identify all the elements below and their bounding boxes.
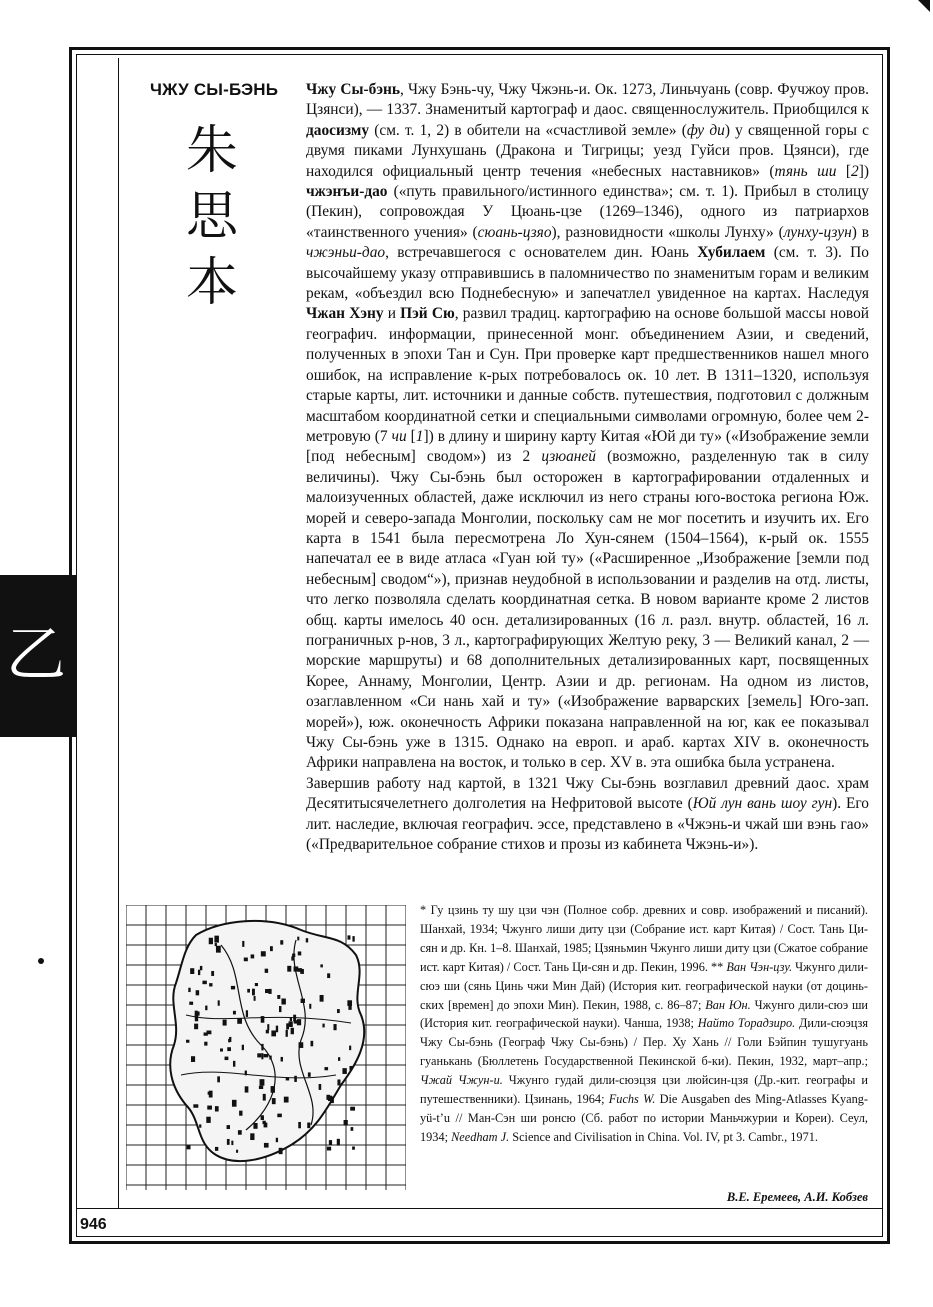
map-place-mark [204,1032,208,1035]
map-place-mark [290,1018,292,1022]
map-place-mark [271,1030,276,1036]
map-place-mark [260,1079,265,1085]
map-place-mark [276,1138,278,1142]
map-place-mark [320,995,324,1002]
map-place-mark [199,1124,201,1127]
text-run: («путь правильного/истинного единства»; см. т. 1). Прибыл в столицу (Пекин), сопровождая У Цюань-цзе (1269–1346), одного из патриархов «таинственного учения» ( [306,183,869,241]
map-place-mark [195,1011,198,1018]
map-place-mark [311,1041,314,1047]
map-place-mark [253,1123,257,1129]
text-run: чи [391,427,407,445]
text-run: чжэньи-дао [306,244,386,262]
map-place-mark [309,1004,311,1009]
text-run: Пэй Сю [400,305,455,323]
grid-map-illustration [126,905,406,1190]
text-run: , встречавшегося с основателем дин. Юань [385,244,698,262]
section-tab-glyph: 乙 [6,620,66,690]
map-place-mark [337,1139,340,1146]
text-run: ) в [851,223,870,241]
map-place-mark [204,1042,207,1046]
map-place-mark [194,1024,198,1030]
map-place-mark [261,1053,263,1059]
map-place-mark [347,935,350,939]
text-run: Ван Чэн-цзу. [726,959,793,974]
map-place-mark [191,1056,195,1062]
map-place-mark [205,1006,207,1011]
text-run: Чжунго дили-сюэ ши (сянь Цинь чжи Мин Дай) (История кит. географической науки (от доциньских [времен] до эпохи Мин). Пекин, 1988, с. 86–87; [420,959,868,1012]
map-place-mark [189,1002,193,1005]
map-place-mark [297,937,299,941]
map-place-mark [227,1125,230,1129]
map-place-mark [237,1018,242,1024]
page-number: 946 [80,1216,107,1233]
map-place-mark [280,940,283,944]
map-place-mark [349,1046,351,1051]
map-place-mark [231,986,235,990]
text-run: ]) в длину и ширину карту Китая «Юй ди ту» («Изображение земли [под небесным] сводом») из 2 [306,427,869,466]
text-run: 1 [415,427,424,445]
map-place-mark [301,999,305,1003]
map-place-mark [254,996,256,1001]
map-place-mark [215,1106,219,1111]
text-run: (см. т. 1, 2) в обители на «счастливой земле» ( [369,121,687,139]
corner-mark [918,0,930,12]
text-run: сюань-цзяо [477,223,552,241]
map-place-mark [350,1107,355,1111]
map-place-mark [257,1053,261,1057]
text-run: Ван Юн. [705,997,751,1012]
text-run: и [383,305,401,323]
text-run: Needham J. [451,1129,510,1144]
map-place-mark [337,1009,340,1013]
map-place-mark [294,966,299,971]
map-place-mark [186,1040,189,1043]
map-place-mark [286,1030,288,1037]
text-run: Юй лун вань шоу гун [692,795,833,813]
map-place-mark [298,951,301,955]
text-run: фу ди [686,121,725,139]
map-place-mark [351,1127,354,1131]
map-place-mark [324,1067,328,1070]
text-run: ), разновидности «школы Лунху» ( [551,223,784,241]
map-place-mark [308,1072,311,1076]
map-place-mark [333,1024,336,1030]
map-place-mark [236,1150,238,1153]
text-run: ]) [858,162,870,180]
map-place-mark [329,1140,332,1145]
text-run: * Гу цзинь ту шу цзи чэн (Полное собр. древних и совр. изображений и писаний). Шанхай, 1934; Чжунго лиши диту цзи (Собрание ист. карт Китая) / Сост. Тань Ци-сян и др. Кн. 1–8. Шанхай, 1985; Цзяньмин Чжунго лиши диту цзи (Сжатое собрание ист. карт Китая) / Сост. Тань Ци-сян и др. Пекин, 1996. ** [420,903,868,974]
map-place-mark [252,989,255,996]
map-place-mark [238,1130,242,1135]
map-place-mark [239,1111,242,1116]
map-place-mark [262,1121,265,1124]
map-place-mark [307,1122,310,1128]
article-body [306,80,869,855]
map-place-mark [349,1066,352,1070]
map-place-mark [246,1010,248,1017]
map-place-mark [259,1086,263,1089]
text-run: даосизму [306,121,370,139]
map-place-mark [269,1056,271,1060]
map-place-mark [202,981,206,985]
margin-dot [38,958,44,964]
map-place-mark [306,938,308,942]
han-char: 朱 [185,121,238,181]
map-place-mark [347,1000,352,1006]
map-place-mark [190,968,194,974]
map-place-mark [187,1145,191,1149]
han-char: 思 [185,187,238,247]
map-place-mark [227,1047,231,1051]
map-place-mark [265,969,268,973]
text-run: тянь ши [774,162,837,180]
map-place-mark [245,1086,249,1092]
text-run: Чжу Сы-бэнь [306,81,400,98]
map-place-mark [286,1077,289,1080]
map-place-mark [261,1044,263,1051]
map-place-mark [281,999,285,1005]
bibliography [420,901,868,1147]
text-run: 2 [851,162,859,180]
map-place-mark [327,973,330,978]
map-place-mark [263,1094,266,1101]
text-run: , развил традиц. картографию на основе большой массы новой географич. информации, принесенной монг. объединением Азии, и сведений, полученных в эпохи Тан и Сун. При проверке карт предшественников нашел много ошибок, на исправление к-рых потребовалось ок. 10 лет. В 1311–1320, используя старые карты, лит. источники и данные собств. путешествия, подготовил с должным масштабом координатной сетки и специальными символами огромную, более чем 2-метровую (7 [306,305,870,445]
map-place-mark [227,1139,230,1145]
map-place-mark [264,1143,269,1148]
map-place-mark [251,954,255,958]
map-place-mark [242,941,244,947]
text-run: лунху-цзун [783,223,852,241]
map-place-mark [277,1114,282,1118]
map-place-mark [291,956,293,960]
map-place-mark [207,1106,212,1110]
footer-rule [76,1208,883,1209]
text-run: Science and Civilisation in China. Vol. IV, pt 3. Cambr., 1971. [509,1129,818,1144]
map-place-mark [209,1091,213,1098]
map-place-mark [214,936,219,943]
text-run: Хубилаем [697,244,766,262]
text-run: Дили-сюэцзя Чжу Сы-бэнь (Географ Чжу Сы-бэнь) / Пер. Ху Хань // Голи Бэйпин тушугуань гуанькань (Бюллетень Государственной Пекинской б-ки). Пекин, 1932, март–апр.; [420,1016,868,1069]
map-place-mark [225,1057,229,1060]
map-place-mark [218,1000,220,1005]
map-place-mark [209,938,213,944]
map-place-mark [327,1147,331,1151]
text-run: [ [406,427,416,445]
map-place-mark [233,1011,236,1015]
map-place-mark [281,1057,283,1062]
map-place-mark [261,1115,264,1120]
map-place-mark [291,1028,294,1034]
map-place-mark [247,989,250,993]
map-place-mark [299,1042,304,1048]
map-place-mark [352,936,354,942]
authors: В.Е. Еремеев, А.И. Кобзев [726,1190,868,1204]
map-place-mark [342,1068,346,1074]
text-run: Чжай Чжун-и. [420,1073,503,1088]
map-place-mark [337,1079,340,1085]
map-place-mark [215,943,217,946]
map-place-mark [228,1039,230,1043]
section-tab [0,575,76,737]
text-run: Завершив работу над картой, в 1321 Чжу Сы-бэнь возглавил древний даос. храм Десятитысячелетнего долголетия на Нефритовой высоте ( [306,774,869,813]
han-characters [172,118,252,316]
map-place-mark [233,1061,235,1067]
text-run: [ [836,162,852,180]
map-place-mark [245,1071,247,1076]
map-place-mark [298,968,302,972]
map-place-mark [211,971,214,976]
map-place-mark [261,951,266,956]
map-place-mark [270,946,273,951]
map-place-mark [272,1098,276,1104]
map-place-mark [206,1117,210,1123]
map-place-mark [250,1133,254,1140]
map-place-mark [289,1021,293,1027]
map-place-mark [267,1024,269,1030]
article-paragraph [306,774,869,856]
map-place-mark [188,988,190,992]
map-place-mark [277,995,280,999]
margin-rule [118,58,119,1208]
map-place-mark [265,989,269,993]
map-place-mark [231,1141,233,1145]
text-run: Fuchs W. [608,1092,656,1107]
map-place-mark [319,1084,322,1090]
han-char: 本 [185,253,238,313]
map-place-mark [328,1096,332,1101]
text-run: Чжунго гудай дили-сюэцзя цзи люйсин-цзя (Др.-кит. географы и путешественники). Цзинань, 1964; [420,1073,868,1107]
map-place-mark [344,1120,348,1126]
text-run: , Чжу Бэнь-чу, Чжу Чжэнь-и. Ок. 1273, Линьчуань (совр. Фучжоу пров. Цзянси), — 1337. Знаменитый картограф и даос. священнослужитель. Приобщился к [306,81,869,119]
map-place-mark [232,1100,237,1107]
map-place-mark [322,1024,324,1028]
map-place-mark [264,1054,269,1057]
map-place-mark [271,1086,275,1093]
map-place-mark [217,1076,220,1082]
text-run: Die Ausgaben des Ming-Atlasses Kyang-yü-t’u // Ман-Сэн ши ронсю (Сб. работ по истории Маньчжурии и Кореи). Сеул, 1934; [420,1092,868,1144]
map-place-mark [193,1104,198,1107]
entry-heading: ЧЖУ СЫ-БЭНЬ [150,80,279,99]
text-run: Найто Торадзиро. [697,1016,796,1031]
text-run: ) у священной горы с двумя пиками Лунхушань (Дракона и Тигрицы; уезд Гуйси пров. Цзянси), где находился официальный центр течения «небесных наставников» ( [306,121,870,180]
map-place-mark [266,1030,269,1034]
map-place-mark [198,970,200,975]
text-run: чжэнъи-дао [306,183,388,201]
map-place-mark [216,946,221,953]
map-place-mark [298,1122,301,1128]
map-place-mark [220,1048,223,1051]
text-run: (возможно, разделенную так в силу величины). Чжу Сы-бэнь был осторожен в картографировании отдаленных и малоизученных областей, даже исключил из него страны юго-востока региона Юж. морей и северо-запада Монголии, поскольку сам не мог посетить и изучить их. Его карта в 1541 была пересмотрена Ло Хун-сянем (1504–1564), к-рый ок. 1555 напечатал ее в виде атласа «Гуан юй ту» («Расширенное „Изображение [земли под небесным] сводом“»), признав неудобной в использовании и разделив на отд. листы, что легко позволяла сделать координатная сетка. В новом варианте кроме 2 листов общ. карты имелось 40 осн. детализированных (16 л. разл. внутр. областей, 16 л. пограничных р-нов, 3 л., картографирующих Желтую реку, 3 — Великий канал, 2 — морские маршруты) и 68 дополнительных детализированных карт, посвященных Корее, Аннаму, Монголии, Центр. Азии и др. регионам. На одном из листов, озаглавленном «Си нань хай и ту» («Изображение варварских [земель] Юго-зап. морей»), юж. оконечность Африки показана направленной на юг, как ее показывал Чжу Сы-бэнь уже в 1315. Однако на европ. и араб. картах XIV в. оконечность Африки направлена на восток, и только в сер. XV в. эта ошибка была устранена. [306,448,869,772]
map-place-mark [215,1147,218,1151]
map-place-mark [223,1020,227,1026]
map-place-mark [255,983,258,986]
map-place-mark [320,964,322,967]
map-place-mark [209,983,212,986]
map-place-mark [352,1146,355,1149]
map-place-mark [276,1026,278,1033]
map-place-mark [279,1006,281,1012]
map-place-mark [200,966,202,970]
text-run: цзюаней [541,448,596,466]
map-place-mark [294,1020,299,1023]
map-place-mark [279,1148,283,1154]
text-run: Чжан Хэну [306,305,384,323]
map-place-mark [261,1016,265,1023]
map-place-mark [284,1097,289,1103]
map-place-mark [338,1057,340,1061]
text-run: (см. т. 3). По высочайшему указу отправившись в паломничество по знаменитым горам и великим рекам, «объездил всю Поднебесную» и запечатлел увиденное на картах. Наследуя [306,244,869,303]
text-run: ). Его лит. наследие, включая географич. эссе, представлено в «Чжэнь-и чжай ши вэнь гао» («Предварительное собрание стихов и прозы из кабинета Чжэнь-и»). [306,795,869,854]
article-paragraph [306,80,869,774]
map-place-mark [294,1076,297,1082]
map-place-mark [287,966,291,972]
map-place-mark [244,958,248,962]
text-run: Чжунго дили-сюэ ши (История кит. географической науки). Чанша, 1938; [420,997,869,1031]
map-place-mark [242,1045,244,1050]
map-place-mark [196,990,199,995]
